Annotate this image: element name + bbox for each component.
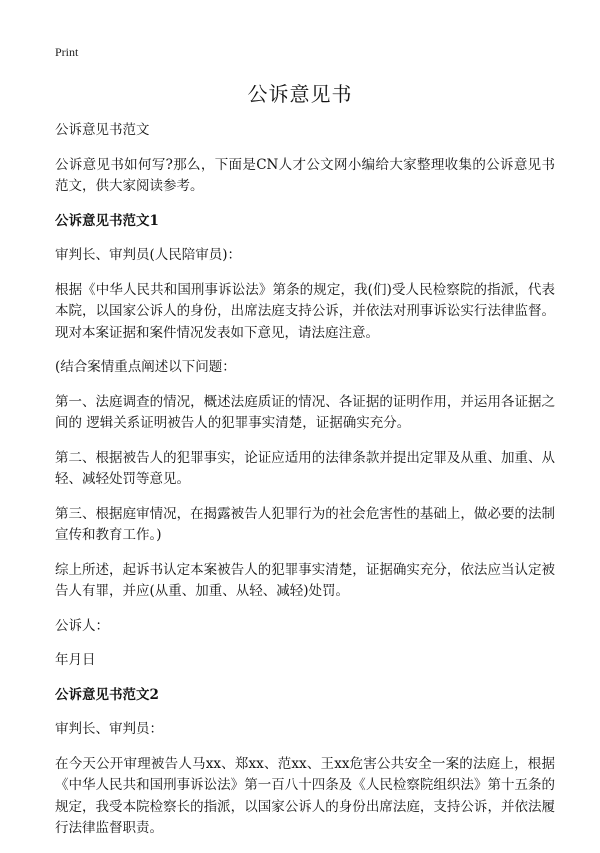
intro-paragraph: 公诉意见书如何写?那么，下面是CN人才公文网小编给大家整理收集的公诉意见书范文，供大家阅读参考。 (55, 156, 555, 194)
sample1-paragraph-4: 第二、根据被告人的犯罪事实，论证应适用的法律条款并提出定罪及从重、加重、从轻、减轻处罚等意见。 (55, 449, 555, 487)
page-title: 公诉意见书 (247, 82, 353, 106)
sample2-salutation: 审判长、审判员： (55, 721, 163, 737)
sample2-paragraph-1: 在今天公开审理被告人马xx、郑xx、范xx、王xx危害公共安全一案的法庭上，根据《中华人民共和国刑事诉讼法》第一百八十四条及《人民检察院组织法》第十五条的规定，我受本院检察长的指派，以国家公诉人的身份出席法庭，支持公诉，并依法履行法律监督职责。 (55, 755, 555, 836)
document-body (55, 120, 555, 853)
sample1-paragraph-6: 综上所述，起诉书认定本案被告人的犯罪事实清楚，证据确实充分，依法应当认定被告人有罪，并应(从重、加重、从轻、减轻)处罚。 (55, 561, 555, 599)
sample1-heading: 公诉意见书范文1 (55, 212, 159, 229)
sample1-paragraph-5: 第三、根据庭审情况，在揭露被告人犯罪行为的社会危害性的基础上，做必要的法制宣传和教育工作。) (55, 505, 555, 543)
sample1-salutation: 审判长、审判员(人民陪审员)： (55, 247, 242, 263)
sample1-paragraph-2: (结合案情重点阐述以下问题： (55, 359, 236, 375)
print-link[interactable]: Print (55, 45, 79, 59)
sample1-paragraph-1: 根据《中华人民共和国刑事诉讼法》第条的规定，我(们)受人民检察院的指派，代表本院，以国家公诉人的身份，出席法庭支持公诉，并依法对刑事诉讼实行法律监督。现对本案证据和案件情况发表如下意见，请法庭注意。 (55, 281, 555, 341)
document-subtitle: 公诉意见书范文 (55, 122, 150, 138)
sample2-heading: 公诉意见书范文2 (55, 686, 159, 703)
sample1-prosecutor: 公诉人： (55, 617, 109, 634)
sample1-date: 年月日 (55, 652, 96, 668)
sample1-paragraph-3: 第一、法庭调查的情况，概述法庭质证的情况、各证据的证明作用，并运用各证据之间的 逻辑关系证明被告人的犯罪事实清楚，证据确实充分。 (55, 393, 555, 431)
